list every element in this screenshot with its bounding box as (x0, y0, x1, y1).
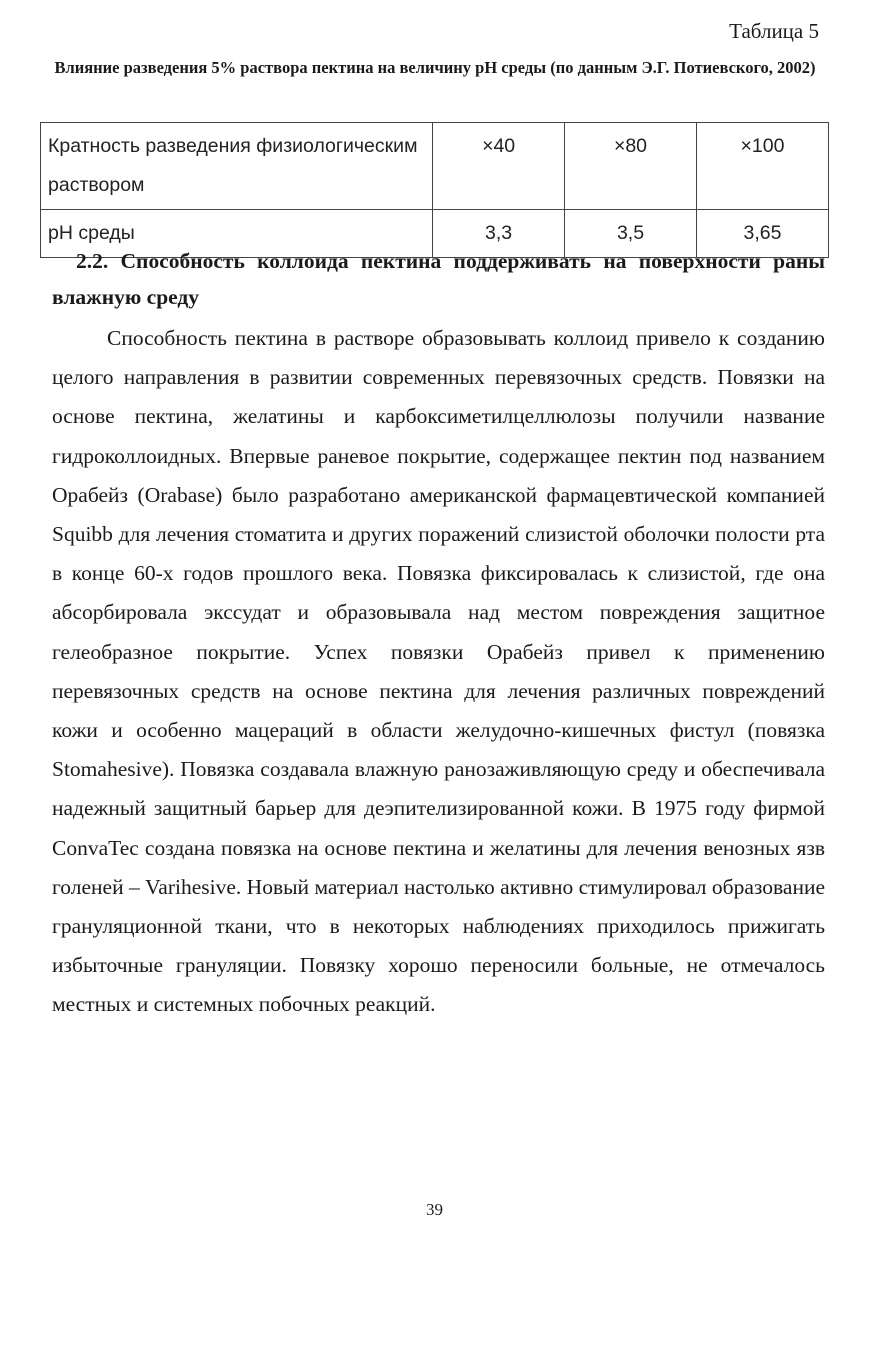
table-caption: Таблица 5 (729, 19, 819, 43)
body-paragraph: Способность пектина в растворе образовывать коллоид привело к созданию целого направления в развитии современных перевязочных средств. Повязки на основе пектина, желатины и карбоксиметилцеллюлозы получили название гидроколлоидных. Впервые раневое покрытие, содержащее пектин под названием Орабейз (Orabase) было разработано американской фармацевтической компанией Squibb для лечения стоматита и других поражений слизистой оболочки полости рта в конце 60-х годов прошлого века. Повязка фиксировалась к слизистой, где она абсорбировала экссудат и образовывала над местом повреждения защитное гелеобразное покрытие. Успех повязки Орабейз привел к применению перевязочных средств на основе пектина для лечения различных повреждений кожи и особенно мацераций в области желудочно-кишечных фистул (повязка Stomahesive). Повязка создавала влажную ранозаживляющую среду и обеспечивала надежный защитный барьер для деэпителизированной кожи. В 1975 году фирмой ConvaTec создана повязка на основе пектина и желатины для лечения венозных язв голеней – Varihesive. Новый материал настолько активно стимулировал образование грануляционной ткани, что в некоторых наблюдениях приходилось прижигать избыточные грануляции. Повязку хорошо переносили больные, не отмечалось местных и системных побочных реакций. (52, 326, 825, 1017)
table-cell: 3,65 (696, 210, 828, 258)
section-heading (52, 243, 825, 315)
table-cell: ×40 (433, 123, 565, 210)
table-row (41, 123, 829, 210)
table-cell: 3,3 (433, 210, 565, 258)
table-cell: ×100 (696, 123, 828, 210)
table-cell: 3,5 (565, 210, 697, 258)
section-heading-text: 2.2. Способность коллоида пектина поддерживать на поверхности раны влажную среду (52, 249, 825, 309)
table-cell-label: pH среды (41, 210, 433, 258)
data-table (40, 122, 829, 258)
table-title: Влияние разведения 5% раствора пектина на величину pH среды (по данным Э.Г. Потиевского, 2002) (54, 58, 816, 77)
page-number: 39 (426, 1200, 443, 1219)
table-cell: ×80 (565, 123, 697, 210)
table-cell-label: Кратность разведения физиологическим раствором (41, 123, 433, 210)
